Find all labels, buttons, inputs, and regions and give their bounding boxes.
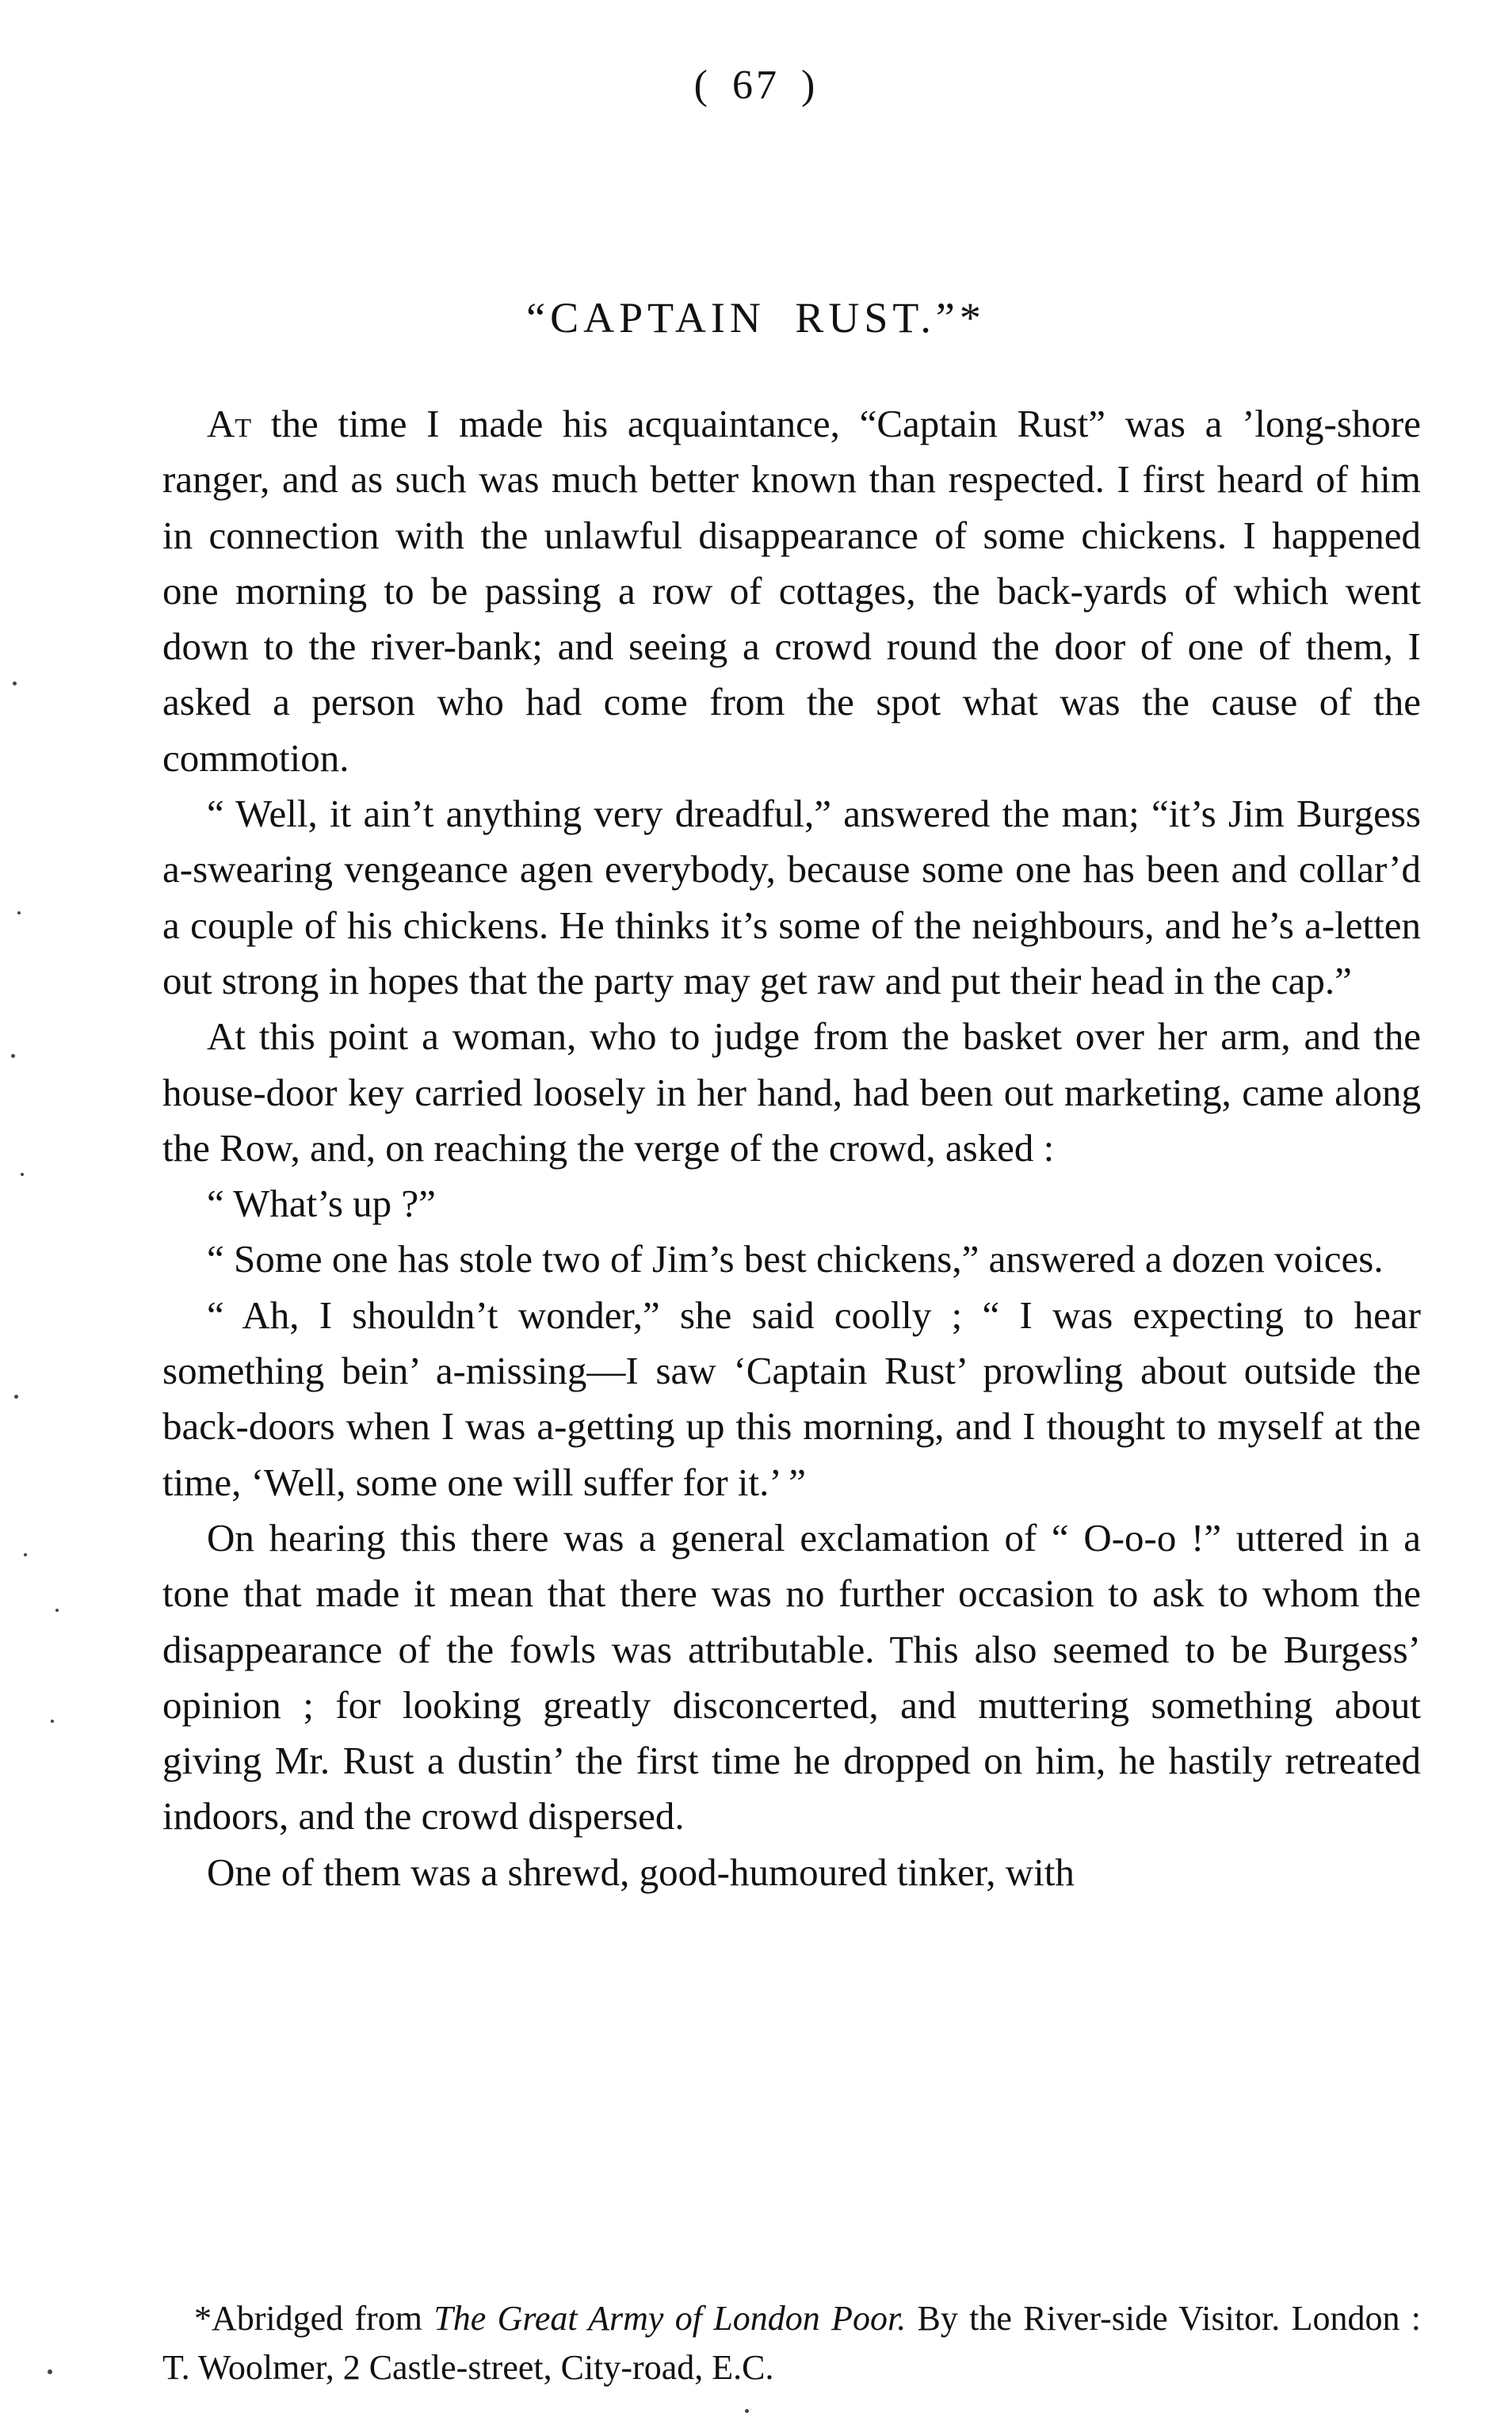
page-number: ( 67 ) bbox=[693, 63, 819, 108]
chapter-title: “CAPTAIN RUST.”* bbox=[526, 294, 986, 342]
scan-speck bbox=[48, 2369, 52, 2374]
paragraph-5: “ Some one has stole two of Jim’s best chickens,” answered a dozen voices. bbox=[207, 1237, 1384, 1281]
footnote bbox=[162, 2294, 1421, 2392]
scan-speck bbox=[51, 1720, 54, 1723]
paragraph-6: “ Ah, I shouldn’t wonder,” she said coolly ; “ I was expecting to hear something bein’ a-missing—I saw ‘Captain Rust’ prowling about outside the back-doors when I was a-getting up this morning, and I thought to myself at the time, ‘Well, some one will suffer for it.’ ” bbox=[162, 1292, 1421, 1504]
paragraph-text: the time I made his acquaintance, “Captain Rust” was a ’long-shore ranger, and as such was much better known than respected. I first heard of him in connection with the unlawful disappearance of some chickens. I happened one morning to be passing a row of cottages, the back-yards of which went down to the river-bank; and seeing a crowd round the door of one of them, I asked a person who had come from the spot what was the cause of the commotion. bbox=[162, 402, 1421, 780]
footnote-prefix: *Abridged from bbox=[194, 2299, 434, 2338]
paragraph-2: “ Well, it ain’t anything very dreadful,” answered the man; “it’s Jim Burgess a-swearing vengeance agen everybody, because some one has been and collar’d a couple of his chickens. He thinks it’s some of the neighbours, and he’s a-letten out strong in hopes that the party may get raw and put their head in the cap.” bbox=[162, 792, 1421, 1002]
paragraph-8: One of them was a shrewd, good-humoured tinker, with bbox=[207, 1850, 1075, 1894]
footnote-book-title: The Great Army of London Poor. bbox=[433, 2299, 907, 2338]
paragraph-1 bbox=[162, 396, 1421, 786]
scan-speck bbox=[11, 1054, 15, 1058]
scan-speck bbox=[17, 911, 21, 914]
paragraph-lead-word: At bbox=[207, 402, 252, 445]
scan-speck bbox=[24, 1553, 27, 1556]
scan-speck bbox=[745, 2409, 749, 2413]
scan-speck bbox=[21, 1173, 24, 1176]
scan-speck bbox=[14, 1395, 18, 1399]
scan-speck bbox=[13, 682, 17, 685]
scan-speck bbox=[55, 1609, 59, 1612]
footnote-suffix: By the River-side Visitor. London : T. Woolmer, 2 Castle-street, City-road, E.C. bbox=[162, 2299, 1421, 2387]
paragraph-3: At this point a woman, who to judge from the basket over her arm, and the house-door key carried loosely in her hand, had been out marketing, came along the Row, and, on reaching the verge of the crowd, asked : bbox=[162, 1014, 1421, 1170]
body-text bbox=[162, 396, 1421, 1900]
paragraph-7: On hearing this there was a general exclamation of “ O-o-o !” uttered in a tone that made it mean that there was no further occasion to ask to whom the disappearance of the fowls was attributable. This also seemed to be Burgess’ opinion ; for looking greatly disconcerted, and muttering something about giving Mr. Rust a dustin’ the first time he dropped on him, he hastily retreated indoors, and the crowd dispersed. bbox=[162, 1515, 1421, 1838]
paragraph-4: “ What’s up ?” bbox=[207, 1182, 436, 1226]
